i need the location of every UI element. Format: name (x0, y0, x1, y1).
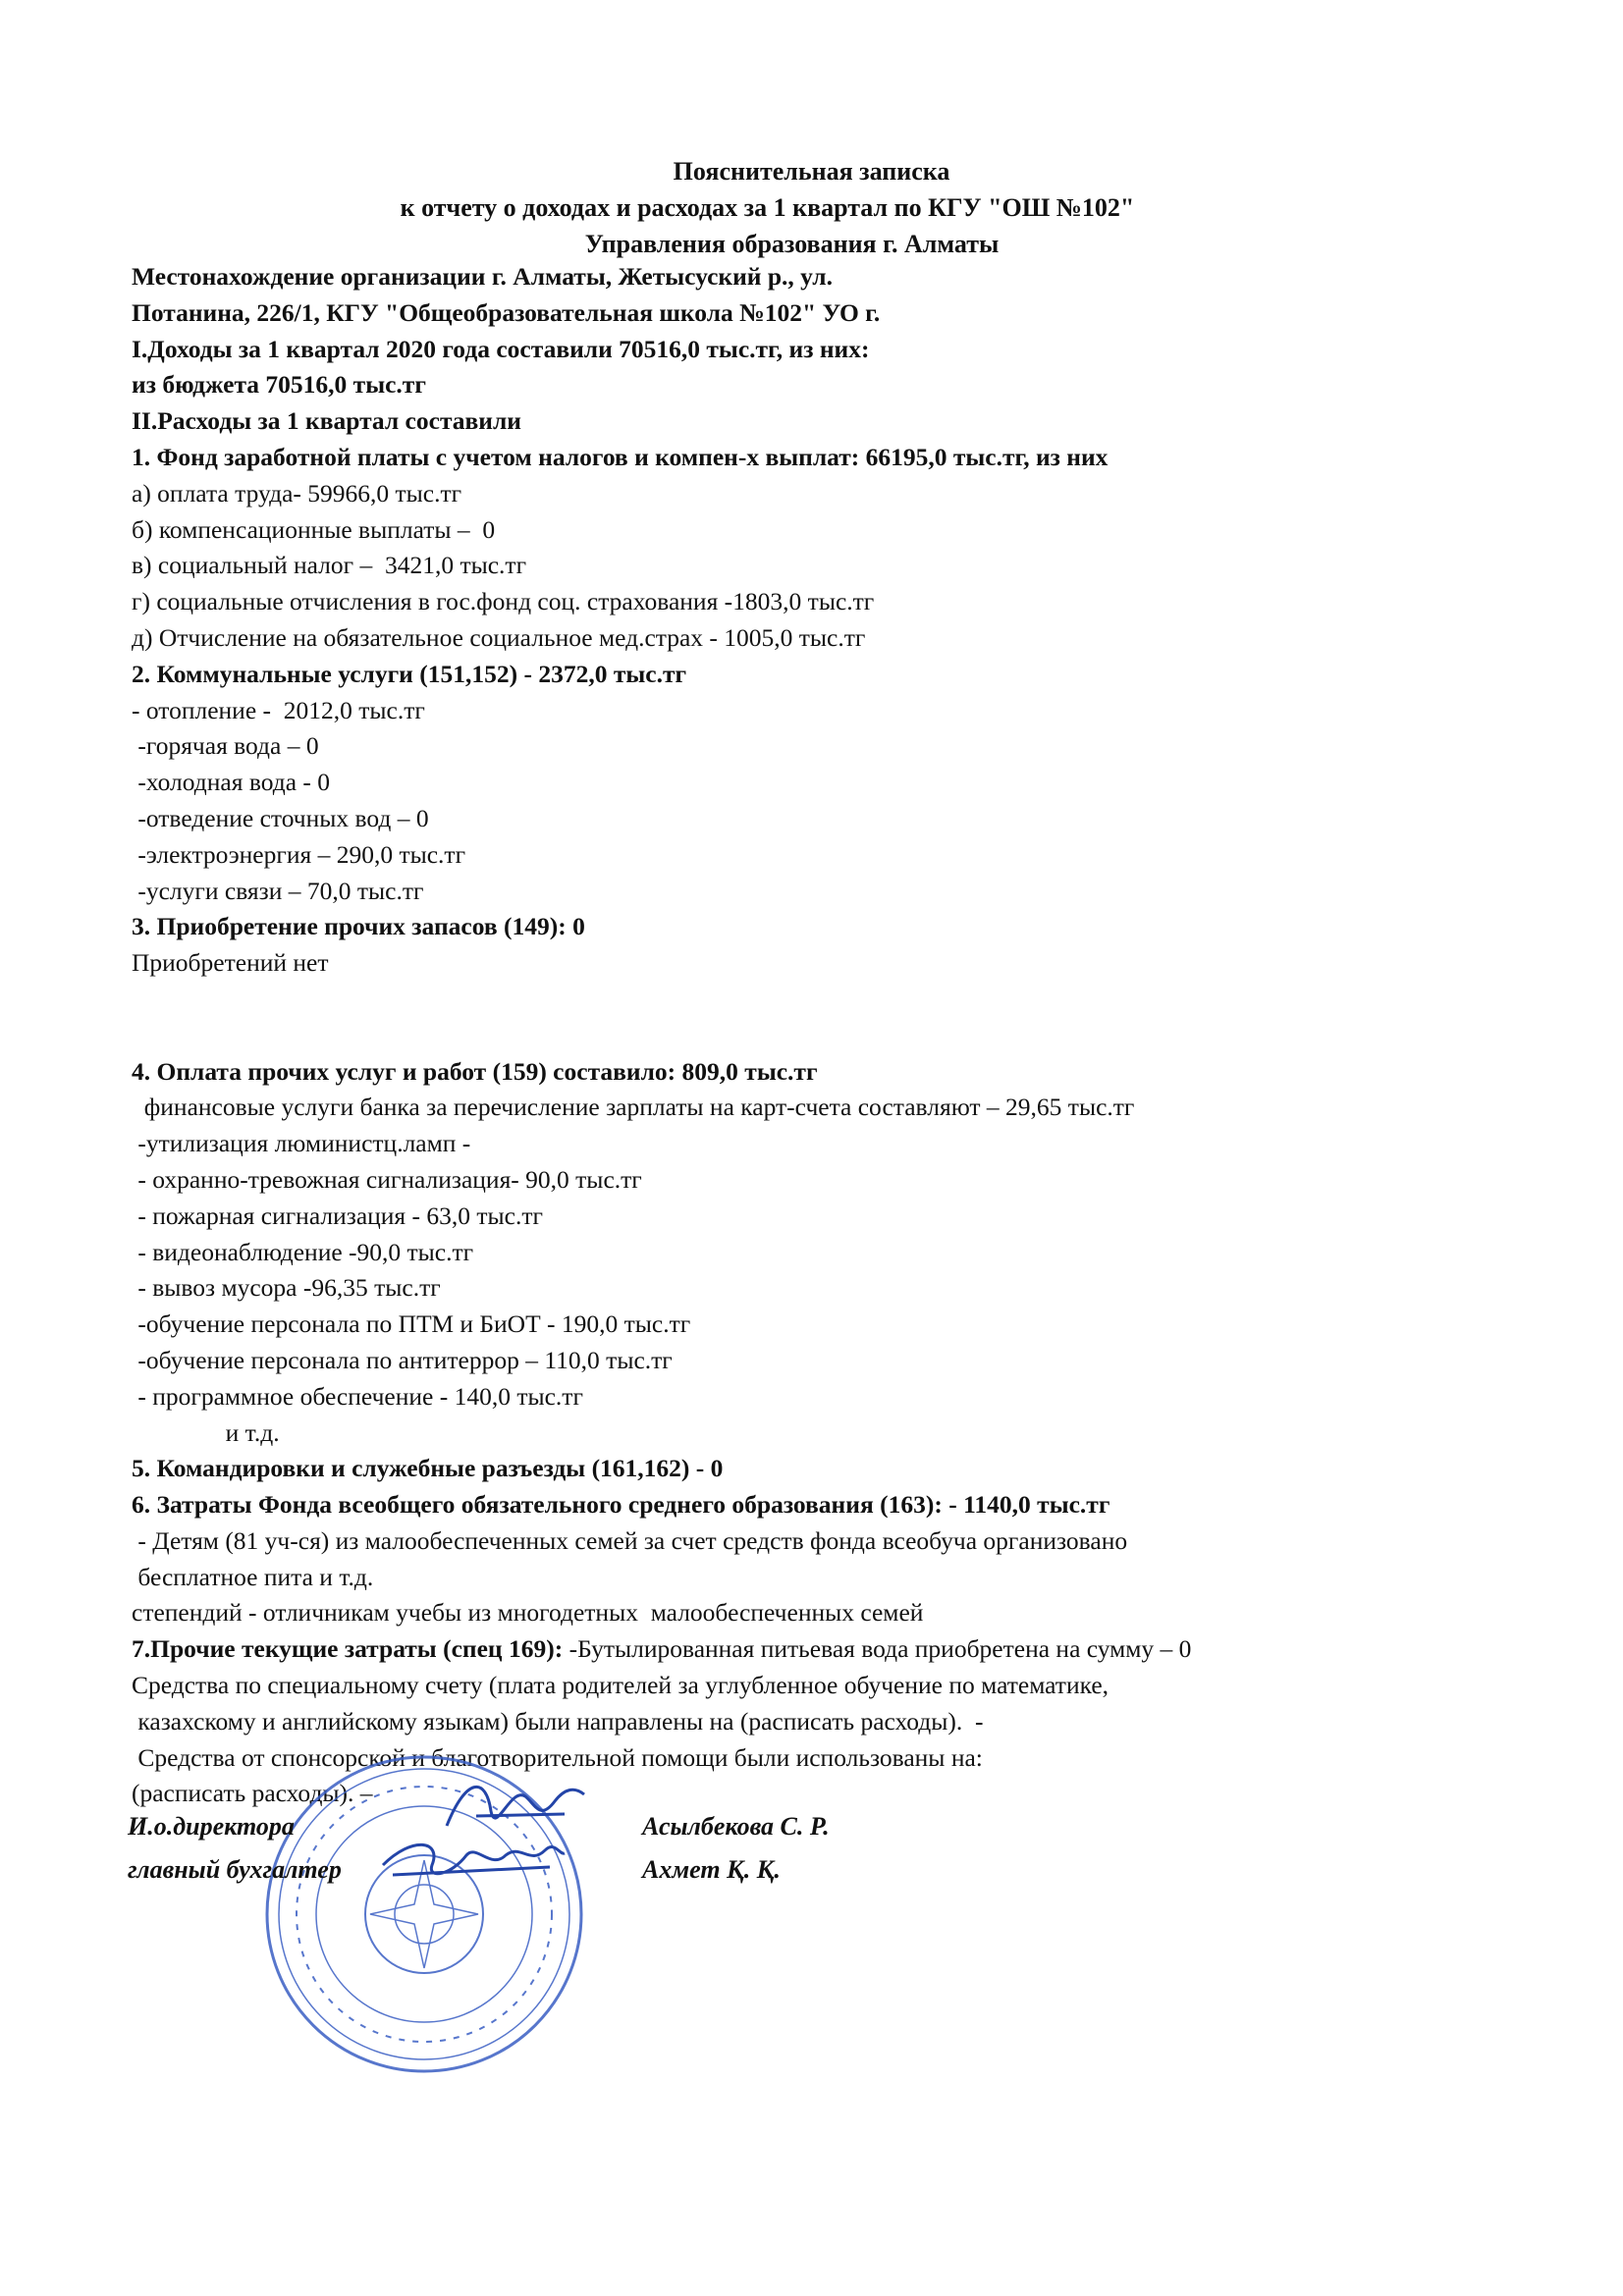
text-line (132, 945, 1545, 982)
text-line (132, 1235, 1545, 1271)
text-line (132, 982, 1545, 1018)
text-line (132, 1307, 1545, 1343)
text-line (132, 259, 1545, 295)
text-line (132, 548, 1545, 584)
line-text: -холодная вода - 0 (132, 768, 331, 797)
text-line (132, 874, 1545, 910)
line-text: - программное обеспечение - 140,0 тыс.тг (132, 1381, 583, 1411)
text-line (132, 693, 1545, 729)
accountant-name: Ахмет Қ. Қ. (642, 1855, 781, 1884)
line-text: г) социальные отчисления в гос.фонд соц. страхования -1803,0 тыс.тг (132, 587, 875, 616)
line-text: а) оплата труда- 59966,0 тыс.тг (132, 478, 462, 507)
line-text: - Детям (81 уч-ся) из малообеспеченных семей за счет средств фонда всеобуча организовано (132, 1525, 1128, 1555)
line-text: в) социальный налог – 3421,0 тыс.тг (132, 551, 527, 580)
line-text: Средства от спонсорской и благотворительной помощи были использованы на: (132, 1742, 983, 1772)
text-line (132, 1270, 1545, 1307)
line-text: 2. Коммунальные услуги (151,152) - 2372,0 тыс.тг (132, 659, 687, 688)
text-line (132, 1451, 1545, 1487)
text-line (132, 1379, 1545, 1415)
line-text: 7.Прочие текущие затраты (спец 169): (132, 1634, 569, 1664)
line-text: финансовые услуги банка за перечисление зарплаты на карт-счета составляют – 29,65 тыс.тг (132, 1093, 1135, 1122)
line-text: -горячая вода – 0 (132, 731, 319, 761)
signature-names (642, 1812, 830, 1898)
text-line (132, 1487, 1545, 1523)
text-line (132, 1162, 1545, 1199)
line-text: 3. Приобретение прочих запасов (149): 0 (132, 912, 585, 941)
line-text: Приобретений нет (132, 948, 329, 978)
line-text: 6. Затраты Фонда всеобщего обязательного среднего образования (163): - 1140,0 тыс.тг (132, 1490, 1110, 1520)
text-line (132, 1704, 1545, 1740)
text-line (132, 801, 1545, 837)
text-line (132, 909, 1545, 945)
line-text: -услуги связи – 70,0 тыс.тг (132, 876, 424, 905)
line-text: -обучение персонала по антитеррор – 110,0 тыс.тг (132, 1345, 673, 1374)
document-body (132, 259, 1545, 1812)
line-text: - охранно-тревожная сигнализация- 90,0 тыс.тг (132, 1164, 642, 1194)
text-line (132, 512, 1545, 549)
line-text: I.Доходы за 1 квартал 2020 года составили 70516,0 тыс.тг, из них: (132, 334, 870, 363)
accountant-role: главный бухгалтер (128, 1855, 342, 1884)
line-text: казахскому и английскому языкам) были направлены на (расписать расходы). - (132, 1706, 984, 1735)
text-line (132, 657, 1545, 693)
text-line (132, 620, 1545, 657)
text-line (132, 728, 1545, 765)
text-line (132, 440, 1545, 476)
text-line (132, 1560, 1545, 1596)
text-line (132, 332, 1545, 368)
text-line (132, 1631, 1545, 1668)
line-text: б) компенсационные выплаты – 0 (132, 514, 496, 544)
director-name: Асылбекова С. Р. (642, 1812, 830, 1841)
signature-block (128, 1812, 1011, 1930)
text-line (132, 295, 1545, 332)
text-line (132, 1523, 1545, 1560)
director-role: И.о.директора (128, 1812, 295, 1841)
line-text: бесплатное пита и т.д. (132, 1562, 374, 1591)
line-text: (расписать расходы). – (132, 1779, 373, 1808)
line-text: -отведение сточных вод – 0 (132, 803, 429, 832)
text-line (132, 1343, 1545, 1379)
line-text: степендий - отличникам учебы из многодетных малообеспеченных семей (132, 1598, 924, 1628)
line-text: и т.д. (132, 1417, 280, 1447)
line-text: - отопление - 2012,0 тыс.тг (132, 695, 425, 724)
text-line (132, 1668, 1545, 1704)
line-text: -обучение персонала по ПТМ и БиОТ - 190,0 тыс.тг (132, 1309, 691, 1339)
text-line (132, 403, 1545, 440)
line-text: 4. Оплата прочих услуг и работ (159) составило: 809,0 тыс.тг (132, 1056, 818, 1086)
text-line (132, 367, 1545, 403)
line-text: из бюджета 70516,0 тыс.тг (132, 370, 426, 400)
line-text: - вывоз мусора -96,35 тыс.тг (132, 1273, 441, 1303)
document-header (0, 153, 1623, 262)
text-line (132, 584, 1545, 620)
text-line (132, 1054, 1545, 1091)
text-line (132, 1595, 1545, 1631)
line-text: II.Расходы за 1 квартал составили (132, 406, 521, 436)
line-text: 1. Фонд заработной платы с учетом налогов и компен-х выплат: 66195,0 тыс.тг, из них (132, 442, 1109, 471)
text-line (132, 1415, 1545, 1452)
line-text: Средства по специальному счету (плата родителей за углубленное обучение по математике, (132, 1671, 1109, 1700)
document-organization: Управления образования г. Алматы (584, 230, 1000, 258)
text-line (132, 837, 1545, 874)
document-subtitle: к отчету о доходах и расходах за 1 квартал по КГУ "ОШ №102" (400, 193, 1135, 222)
line-text: - пожарная сигнализация - 63,0 тыс.тг (132, 1201, 543, 1230)
line-text: - видеонаблюдение -90,0 тыс.тг (132, 1237, 474, 1266)
text-line (132, 1126, 1545, 1162)
line-text: Потанина, 226/1, КГУ "Общеобразовательная школа №102" УО г. (132, 297, 881, 327)
text-line (132, 1018, 1545, 1054)
text-line (132, 476, 1545, 512)
line-text: Местонахождение организации г. Алматы, Жетысуский р., ул. (132, 262, 833, 291)
text-line (132, 765, 1545, 801)
text-line (132, 1199, 1545, 1235)
line-text: 5. Командировки и служебные разъезды (161,162) - 0 (132, 1454, 724, 1483)
document-title: Пояснительная записка (673, 157, 950, 186)
line-text: д) Отчисление на обязательное социальное мед.страх - 1005,0 тыс.тг (132, 622, 866, 652)
line-text: -электроэнергия – 290,0 тыс.тг (132, 839, 466, 869)
line-text-rest: -Бутылированная питьевая вода приобретена на сумму – 0 (568, 1634, 1192, 1664)
text-line (132, 1090, 1545, 1126)
line-text: -утилизация люминистц.ламп - (132, 1129, 471, 1158)
